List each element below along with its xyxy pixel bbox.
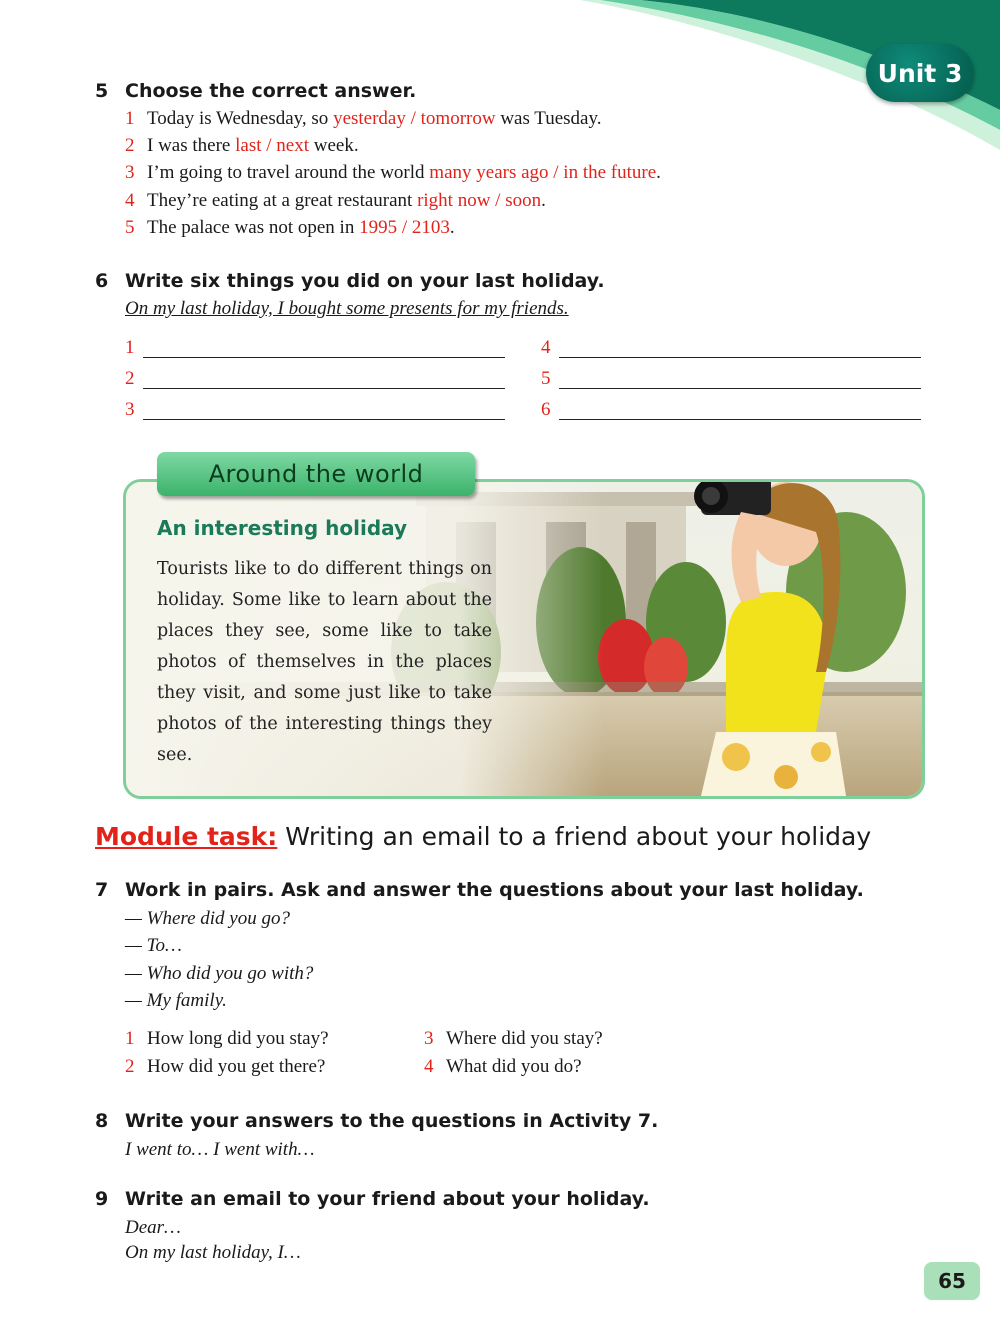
- module-task-heading: [95, 822, 871, 851]
- answer-choice[interactable]: right now / soon: [417, 190, 542, 211]
- question-item: 2 How did you get there?: [125, 1056, 326, 1077]
- exercise-number: 9: [95, 1188, 109, 1210]
- exercise-5-item: 4 They’re eating at a great restaurant right now / soon.: [125, 190, 546, 211]
- exercise-5-item: 2 I was there last / next week.: [125, 135, 359, 156]
- answer-line[interactable]: 2: [125, 368, 135, 390]
- question-item: 3 Where did you stay?: [424, 1028, 603, 1049]
- answer-line[interactable]: 1: [125, 337, 135, 359]
- answer-choice[interactable]: last / next: [235, 135, 309, 156]
- around-the-world-tab: Around the world: [157, 452, 475, 496]
- answer-line[interactable]: 5: [541, 368, 551, 390]
- exercise-number: 7: [95, 879, 109, 901]
- dialogue-line: — Where did you go?: [125, 908, 290, 929]
- article-title: An interesting holiday: [157, 516, 408, 540]
- answer-line[interactable]: 6: [541, 399, 551, 421]
- page-number: 65: [924, 1262, 980, 1300]
- exercise-title: Write your answers to the questions in Activity 7.: [125, 1110, 659, 1132]
- exercise-6-example: On my last holiday, I bought some presents for my friends.: [125, 298, 569, 319]
- exercise-number: 6: [95, 270, 109, 292]
- exercise-number: 5: [95, 80, 109, 102]
- exercise-5-item: 1 Today is Wednesday, so yesterday / tomorrow was Tuesday.: [125, 108, 602, 129]
- answer-line[interactable]: 3: [125, 399, 135, 421]
- exercise-5-heading: [95, 80, 416, 102]
- exercise-title: Write an email to your friend about your holiday.: [125, 1188, 650, 1210]
- exercise-9-example: Dear…: [125, 1217, 181, 1238]
- dialogue-line: — Who did you go with?: [125, 963, 314, 984]
- answer-choice[interactable]: yesterday / tomorrow: [333, 108, 496, 129]
- question-item: 4 What did you do?: [424, 1056, 582, 1077]
- dialogue-line: — My family.: [125, 990, 227, 1011]
- exercise-8-heading: [95, 1110, 658, 1132]
- exercise-title: Choose the correct answer.: [125, 80, 417, 102]
- exercise-5-item: 5 The palace was not open in 1995 / 2103.: [125, 217, 455, 238]
- module-task-text: Writing an email to a friend about your holiday: [285, 822, 872, 851]
- exercise-9-example: On my last holiday, I…: [125, 1242, 301, 1263]
- module-task-label: Module task:: [95, 822, 278, 851]
- answer-line[interactable]: 4: [541, 337, 551, 359]
- question-item: 1 How long did you stay?: [125, 1028, 329, 1049]
- exercise-title: Write six things you did on your last holiday.: [125, 270, 605, 292]
- exercise-7-heading: [95, 879, 864, 901]
- exercise-8-example: I went to… I went with…: [125, 1139, 315, 1160]
- exercise-6-heading: [95, 270, 605, 292]
- exercise-title: Work in pairs. Ask and answer the questions about your last holiday.: [125, 879, 864, 901]
- dialogue-line: — To…: [125, 935, 182, 956]
- exercise-9-heading: [95, 1188, 650, 1210]
- exercise-5-item: 3 I’m going to travel around the world many years ago / in the future.: [125, 162, 661, 183]
- answer-choice[interactable]: 1995 / 2103: [359, 217, 450, 238]
- exercise-number: 8: [95, 1110, 109, 1132]
- answer-choice[interactable]: many years ago / in the future: [429, 162, 657, 183]
- unit-badge: Unit 3: [866, 44, 974, 102]
- article-text: Tourists like to do different things on holiday. Some like to learn about the places they see, some like to take photos of themselves in the places they visit, and some just like to take photos of the interesting things they see.: [157, 559, 492, 765]
